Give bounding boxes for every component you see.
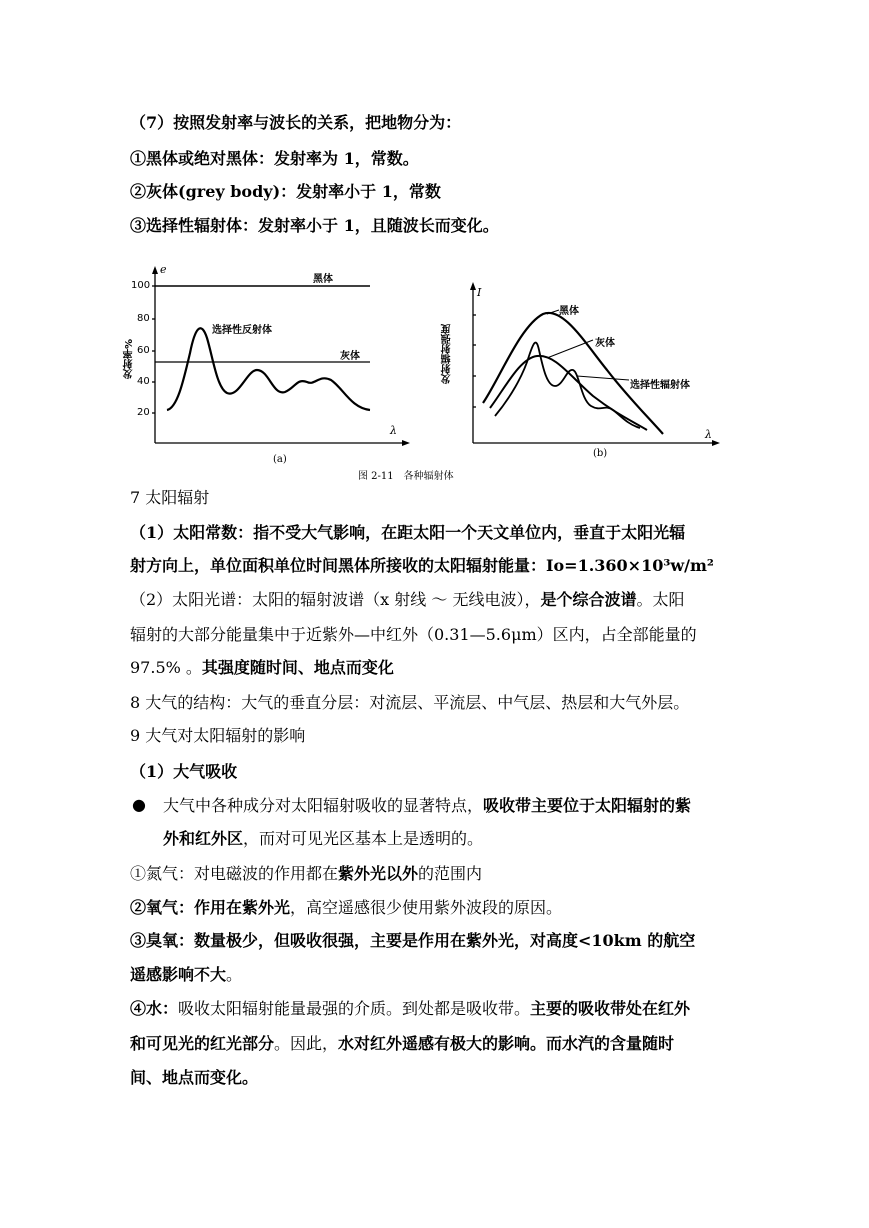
solar-spectrum-line1 — [130, 590, 685, 610]
blackbody-curve-b — [483, 313, 663, 434]
solar-intensity-emph: 其强度随时间、地点而变化 — [201, 658, 394, 677]
figure-caption: 图 2-11 各种辐射体 — [358, 471, 454, 482]
oxygen-line — [130, 898, 562, 918]
solar-title: 7 太阳辐射 — [130, 488, 210, 507]
water-label: ④水： — [130, 999, 179, 1018]
bullet-text2: ，而对可见光区基本上是透明的。 — [243, 829, 484, 848]
ozone-tail: 。 — [226, 965, 243, 984]
solar-spectrum-line3 — [130, 658, 394, 678]
label-greybody-a: 灰体 — [340, 351, 360, 362]
water-emph3: 水对红外遥感有极大的影响。而水汽的含量随时 — [338, 1034, 675, 1053]
nitrogen-text: ①氮气：对电磁波的作用都在 — [130, 864, 339, 883]
nitrogen-emph: 紫外光以外 — [338, 864, 419, 883]
label-blackbody-a: 黑体 — [313, 274, 333, 285]
water-text: 吸收太阳辐射能量最强的介质。到处都是吸收带。 — [178, 999, 531, 1018]
solar-spectrum-emph: 是个综合波谱 — [540, 590, 637, 609]
bullet-line1 — [163, 796, 691, 816]
panel-label-a: (a) — [273, 454, 287, 465]
axis-symbol-lambda-b: λ — [705, 428, 712, 441]
solar-spectrum-text: （2）太阳光谱：太阳的辐射波谱（x 射线 ～ 无线电波）， — [130, 590, 541, 609]
ozone-line1: ③臭氧：数量极少，但吸收很强，主要是作用在紫外光，对高度<10km 的航空 — [130, 931, 696, 950]
oxygen-emph: ②氧气：作用在紫外光 — [130, 898, 291, 917]
bullet-emph: 吸收带主要位于太阳辐射的紫 — [483, 796, 692, 815]
axis-label-intensity: 发射辐射强度 — [442, 324, 453, 384]
figure-radiators — [115, 258, 730, 483]
label-selective-a: 选择性反射体 — [212, 325, 272, 336]
nitrogen-line — [130, 864, 482, 884]
solar-percent: 97.5% 。 — [130, 658, 202, 677]
water-line1 — [130, 999, 690, 1019]
tick-80: 80 — [137, 313, 150, 324]
nitrogen-tail: 的范围内 — [418, 864, 483, 883]
selective-curve-a — [167, 328, 370, 410]
water-emph2: 和可见光的红光部分 — [130, 1034, 275, 1053]
label-blackbody-b: 黑体 — [559, 306, 579, 317]
bullet-emph2: 外和红外区 — [163, 829, 244, 848]
bullet-dot: ● — [132, 795, 146, 814]
solar-constant-line2: 射方向上，单位面积单位时间黑体所接收的太阳辐射能量：Io=1.360×10³w/m² — [130, 556, 714, 575]
label-selective-b: 选择性辐射体 — [630, 380, 690, 391]
atmosphere-absorption: （1）大气吸收 — [130, 762, 238, 781]
item7-blackbody: ①黑体或绝对黑体：发射率为 1，常数。 — [130, 149, 419, 168]
tick-40: 40 — [137, 376, 150, 387]
bullet-line2 — [163, 829, 483, 849]
water-line2 — [130, 1034, 674, 1054]
oxygen-text: ，高空遥感很少使用紫外波段的原因。 — [290, 898, 563, 917]
atmosphere-structure: 8 大气的结构：大气的垂直分层：对流层、平流层、中气层、热层和大气外层。 — [130, 693, 690, 712]
label-greybody-b: 灰体 — [595, 338, 615, 349]
bullet-text: 大气中各种成分对太阳辐射吸收的显著特点， — [163, 796, 484, 815]
atmosphere-effect-title: 9 大气对太阳辐射的影响 — [130, 726, 306, 745]
water-line3: 间、地点而变化。 — [130, 1068, 259, 1087]
axis-symbol-lambda-a: λ — [390, 424, 397, 437]
item7-greybody: ②灰体(grey body)：发射率小于 1，常数 — [130, 182, 441, 201]
figure-svg — [115, 258, 730, 483]
axis-label-emissivity: 发射率% — [124, 339, 135, 380]
solar-spectrum-tail: 。太阳 — [636, 590, 685, 609]
axis-symbol-i: I — [477, 286, 482, 299]
tick-20: 20 — [137, 407, 150, 418]
axis-symbol-e: e — [160, 263, 167, 276]
ozone-emph: 遥感影响不大 — [130, 965, 227, 984]
item7-heading: （7）按照发射率与波长的关系，把地物分为： — [130, 113, 462, 132]
item7-selective: ③选择性辐射体：发射率小于 1，且随波长而变化。 — [130, 216, 499, 235]
panel-label-b: (b) — [593, 448, 608, 459]
solar-spectrum-line2: 辐射的大部分能量集中于近紫外—中红外（0.31—5.6μm）区内，占全部能量的 — [130, 625, 697, 644]
water-text2: 。因此， — [274, 1034, 339, 1053]
tick-60: 60 — [137, 345, 150, 356]
solar-constant-line1: （1）太阳常数：指不受大气影响，在距太阳一个天文单位内，垂直于太阳光辐 — [130, 523, 686, 542]
water-emph: 主要的吸收带处在红外 — [530, 999, 691, 1018]
ozone-line2 — [130, 965, 242, 985]
tick-100: 100 — [131, 280, 151, 291]
